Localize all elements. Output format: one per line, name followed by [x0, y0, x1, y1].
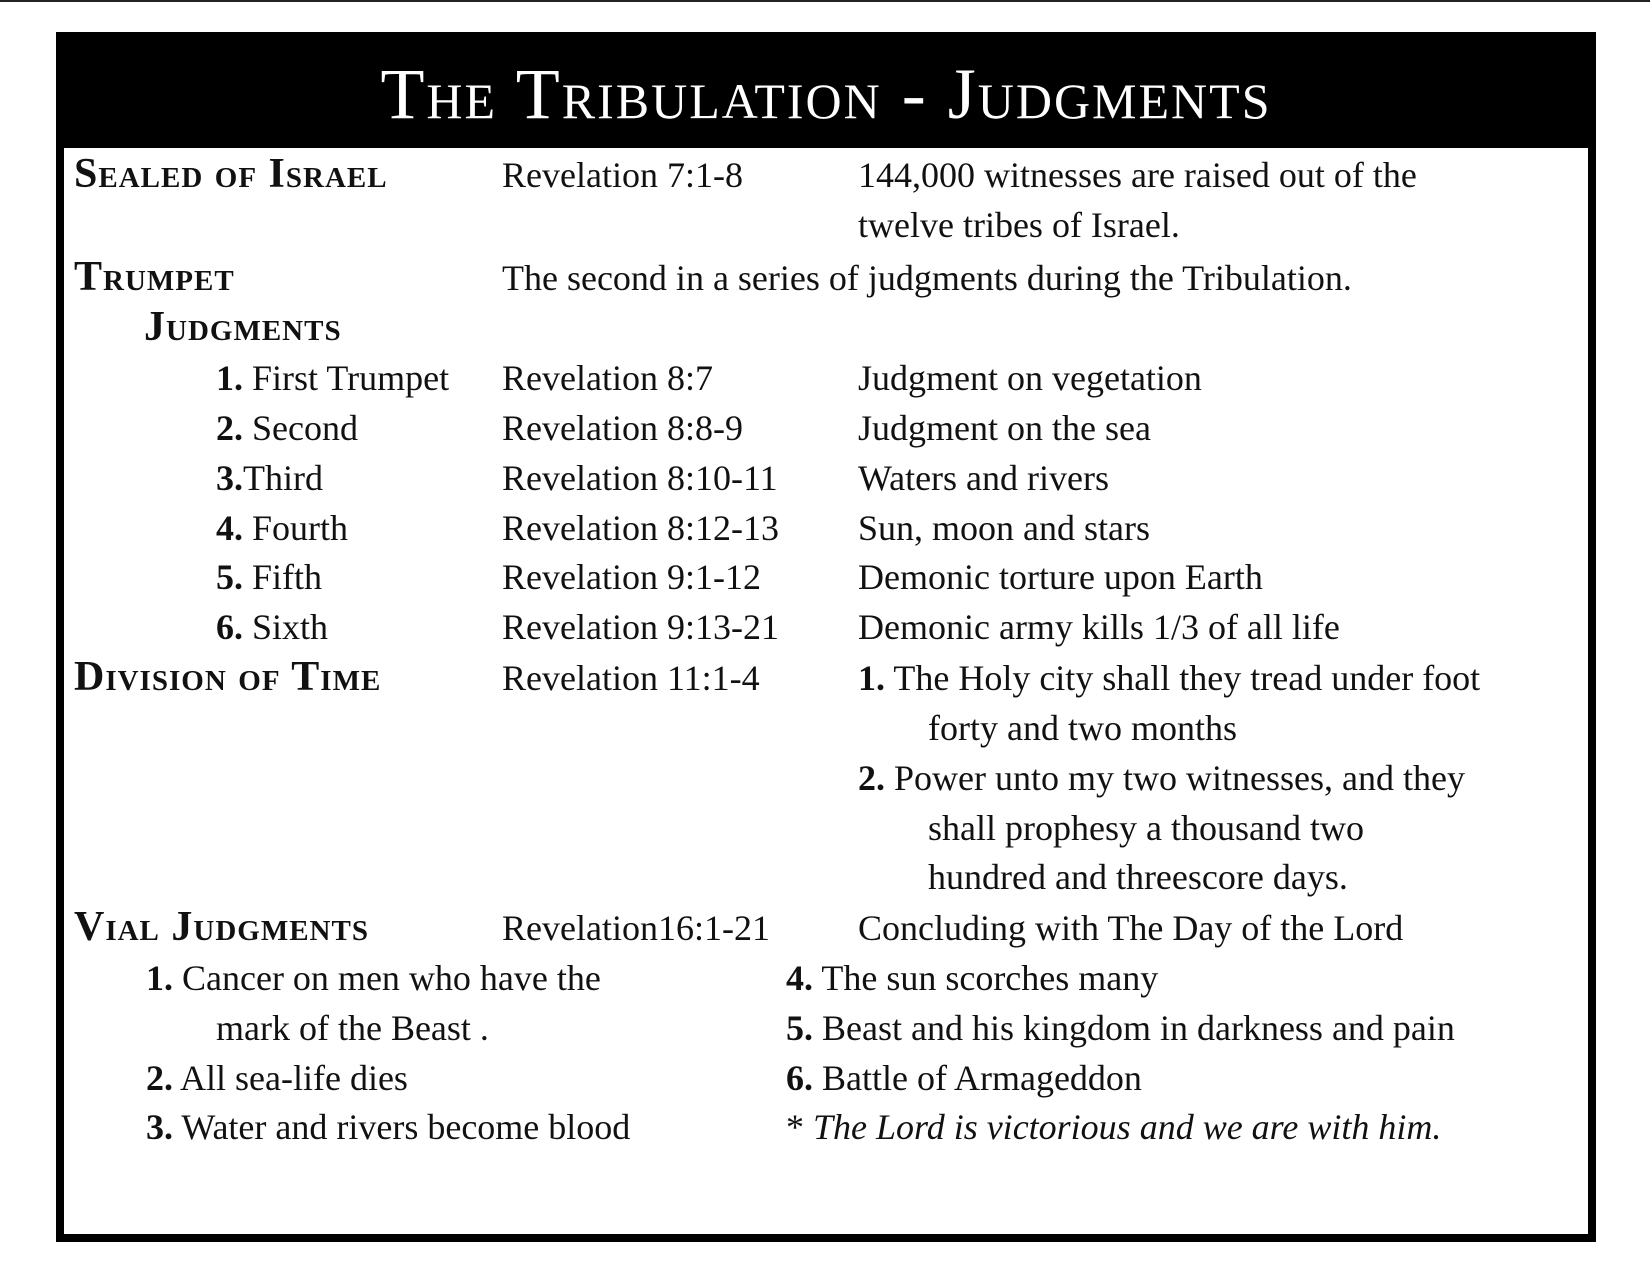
vial-item-4: 4. The sun scorches many	[786, 958, 1159, 998]
trumpet-item-name: 2. Second	[216, 408, 358, 448]
sealed-desc-line2: twelve tribes of Israel.	[858, 205, 1180, 245]
trumpet-item-desc: Demonic army kills 1/3 of all life	[858, 607, 1340, 647]
division-item1-line2: forty and two months	[928, 708, 1237, 748]
trumpet-heading-line2: Judgments	[144, 304, 342, 350]
trumpet-item-desc: Waters and rivers	[858, 458, 1109, 498]
trumpet-item-name: 1. First Trumpet	[216, 358, 450, 398]
vial-item-1-line1: 1. Cancer on men who have the	[146, 958, 601, 998]
vial-ref: Revelation16:1-21	[502, 908, 770, 948]
vial-item-6: 6. Battle of Armageddon	[786, 1058, 1142, 1098]
trumpet-item-ref: Revelation 8:12-13	[502, 508, 779, 548]
trumpet-item-ref: Revelation 9:1-12	[502, 557, 761, 597]
title-banner	[64, 40, 1588, 148]
division-item1-line1: 1. The Holy city shall they tread under foot	[858, 658, 1481, 698]
division-item2-line1: 2. Power unto my two witnesses, and they	[858, 758, 1465, 798]
sealed-heading: Sealed of Israel	[74, 151, 388, 197]
vial-item-2: 2. All sea-life dies	[146, 1058, 408, 1098]
division-heading: Division of Time	[74, 654, 382, 700]
trumpet-item-desc: Judgment on the sea	[858, 408, 1151, 448]
vial-heading: Vial Judgments	[74, 904, 369, 950]
sealed-ref: Revelation 7:1-8	[502, 155, 743, 195]
trumpet-item-name: 5. Fifth	[216, 557, 323, 597]
trumpet-item-ref: Revelation 8:10-11	[502, 458, 778, 498]
trumpet-item-name: 3.Third	[216, 458, 323, 498]
judgments-chart-frame	[56, 32, 1596, 1242]
trumpet-item-desc: Demonic torture upon Earth	[858, 557, 1263, 597]
vial-item-1-line2: mark of the Beast .	[216, 1008, 489, 1048]
page-title: The Tribulation - Judgments	[380, 54, 1272, 134]
trumpet-item-ref: Revelation 8:8-9	[502, 408, 743, 448]
trumpet-item-ref: Revelation 8:7	[502, 358, 713, 398]
trumpet-item-ref: Revelation 9:13-21	[502, 607, 779, 647]
division-item2-line3: hundred and threescore days.	[928, 857, 1348, 897]
top-rule	[0, 0, 1650, 2]
trumpet-desc: The second in a series of judgments during the Tribulation.	[502, 258, 1352, 298]
trumpet-item-desc: Judgment on vegetation	[858, 358, 1202, 398]
sealed-desc-line1: 144,000 witnesses are raised out of the	[858, 155, 1417, 195]
division-item2-line2: shall prophesy a thousand two	[928, 808, 1364, 848]
division-ref: Revelation 11:1-4	[502, 658, 760, 698]
trumpet-item-name: 6. Sixth	[216, 607, 329, 647]
trumpet-item-desc: Sun, moon and stars	[858, 508, 1150, 548]
vial-note: * The Lord is victorious and we are with him.	[786, 1107, 1442, 1147]
vial-item-5: 5. Beast and his kingdom in darkness and pain	[786, 1008, 1455, 1048]
trumpet-heading-line1: Trumpet	[74, 254, 235, 300]
trumpet-item-name: 4. Fourth	[216, 508, 349, 548]
vial-desc: Concluding with The Day of the Lord	[858, 908, 1404, 948]
vial-item-3: 3. Water and rivers become blood	[146, 1107, 631, 1147]
